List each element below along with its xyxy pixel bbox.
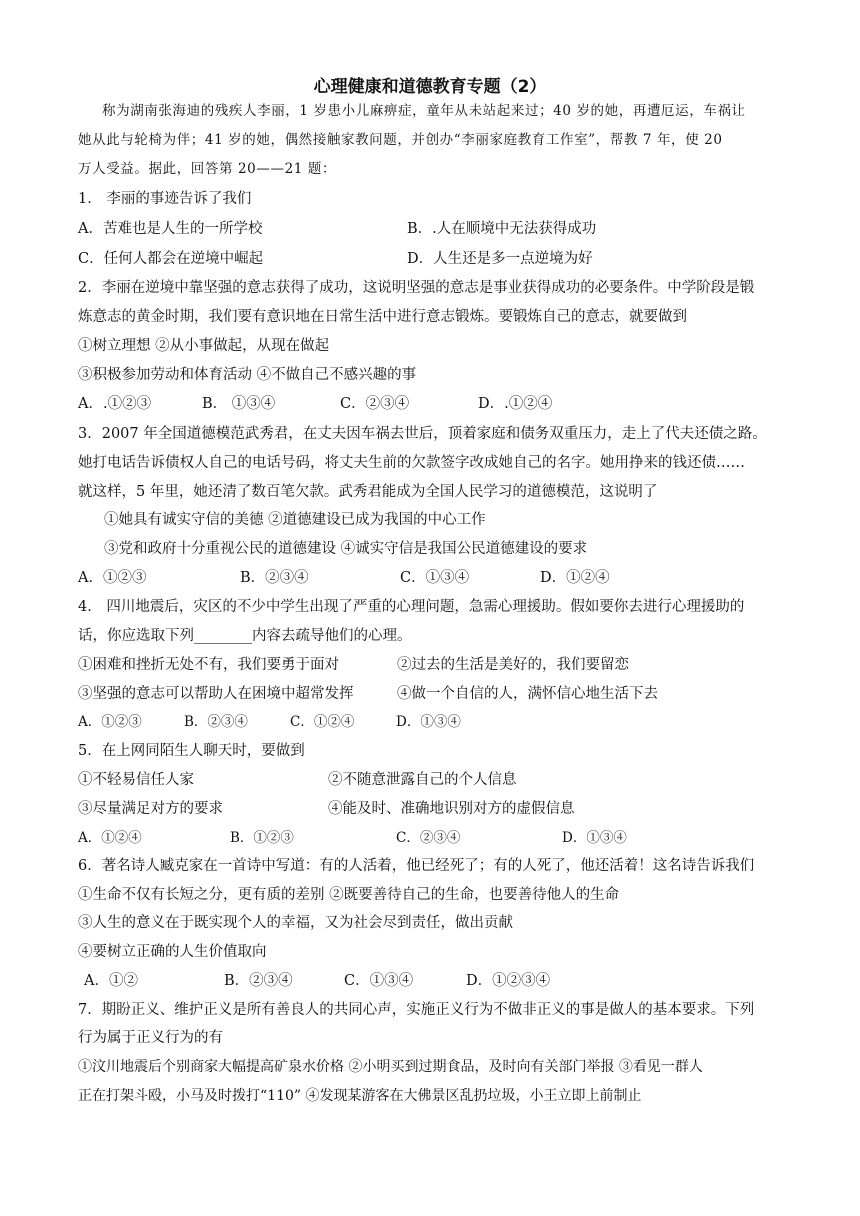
question-stem: 6．著名诗人臧克家在一首诗中写道：有的人活着，他已经死了；有的人死了，他还活着！这名诗告诉我们 (78, 858, 755, 874)
option-d: D．人生还是多一点逆境为好 (407, 251, 593, 267)
option-c: C．①③④ (344, 973, 414, 989)
option-a: A．①② (84, 973, 138, 989)
option-c: C．②③④ (396, 830, 461, 846)
page-title: 心理健康和道德教育专题（2） (313, 77, 547, 97)
statement-list: ④要树立正确的人生价值取向 (78, 944, 267, 960)
question-stem: 炼意志的黄金时期，我们要有意识地在日常生活中进行意志锻炼。要锻炼自己的意志，就要做到 (78, 309, 687, 325)
question-stem: 1． 李丽的事迹告诉了我们 (78, 191, 252, 207)
intro-line: 她从此与轮椅为伴；41 岁的她，偶然接触家教问题，并创办“李丽家庭教育工作室”，帮教 7 年，使 20 (78, 132, 723, 148)
option-b: B．.人在顺境中无法获得成功 (407, 221, 597, 237)
statement-item: ①不轻易信任人家 (78, 772, 194, 788)
statement-list: 正在打架斗殴，小马及时拨打“110” ④发现某游客在大佛景区乱扔垃圾，小王立即上前制止 (78, 1088, 642, 1104)
question-stem: 就这样，5 年里，她还清了数百笔欠款。武秀君能成为全国人民学习的道德模范，这说明了 (78, 484, 658, 500)
option-c: C．任何人都会在逆境中崛起 (78, 251, 264, 267)
option-b: B．①②③ (230, 830, 294, 846)
question-stem: 5．在上网同陌生人聊天时，要做到 (78, 743, 305, 759)
question-stem: 4． 四川地震后，灾区的不少中学生出现了严重的心理问题，急需心理援助。假如要你去进行心理援助的 (78, 599, 745, 615)
option-a: A．.①②③ (78, 396, 152, 412)
statement-item: ②过去的生活是美好的，我们要留恋 (397, 657, 629, 673)
option-b: B．②③④ (240, 570, 309, 586)
statement-item: ③坚强的意志可以帮助人在困境中超常发挥 (78, 686, 354, 702)
option-d: D．①②③④ (466, 973, 551, 989)
option-b: B．②③④ (224, 973, 293, 989)
option-a: A．①②④ (78, 830, 142, 846)
option-d: D．.①②④ (478, 396, 553, 412)
option-c: C．①②④ (290, 714, 355, 730)
option-c: C．②③④ (340, 396, 410, 412)
option-a: A．①②③ (78, 714, 142, 730)
option-b: B．②③④ (184, 714, 248, 730)
statement-item: ④做一个自信的人，满怀信心地生活下去 (397, 686, 658, 702)
statement-item: ④能及时、准确地识别对方的虚假信息 (328, 801, 575, 817)
statement-item: ②不随意泄露自己的个人信息 (328, 772, 517, 788)
question-stem: 7．期盼正义、维护正义是所有善良人的共同心声，实施正义行为不做非正义的事是做人的基本要求。下列 (78, 1002, 755, 1018)
question-stem: 她打电话告诉债权人自己的电话号码，将丈夫生前的欠款签字改成她自己的名字。她用挣来的钱还债…… (78, 455, 745, 471)
statement-list: ③积极参加劳动和体育活动 ④不做自己不感兴趣的事 (78, 367, 417, 383)
option-d: D．①③④ (396, 714, 461, 730)
question-stem: 话，你应选取下列________内容去疏导他们的心理。 (78, 628, 412, 644)
option-a: A．苦难也是人生的一所学校 (78, 221, 263, 237)
option-d: D．①②④ (540, 570, 610, 586)
statement-list: ①她具有诚实守信的美德 ②道德建设已成为我国的中心工作 (104, 512, 486, 528)
option-d: D．①③④ (562, 830, 627, 846)
intro-line: 万人受益。据此，回答第 20——21 题： (78, 161, 337, 177)
statement-list: ①汶川地震后个别商家大幅提高矿泉水价格 ②小明买到过期食品，及时向有关部门举报 ③看见一群人 (78, 1059, 703, 1075)
option-b: B． ①③④ (202, 396, 276, 412)
statement-item: ①困难和挫折无处不有，我们要勇于面对 (78, 657, 339, 673)
question-stem: 3．2007 年全国道德模范武秀君，在丈夫因车祸去世后，顶着家庭和债务双重压力，走上了代夫还债之路。 (78, 426, 767, 442)
question-stem: 2．李丽在逆境中靠坚强的意志获得了成功，这说明坚强的意志是事业获得成功的必要条件。中学阶段是锻 (78, 280, 755, 296)
intro-line: 称为湖南张海迪的残疾人李丽，1 岁患小儿麻痹症，童年从未站起来过；40 岁的她，再遭厄运，车祸让 (102, 103, 746, 119)
option-a: A．①②③ (78, 570, 147, 586)
option-c: C．①③④ (400, 570, 470, 586)
statement-item: ③尽量满足对方的要求 (78, 801, 223, 817)
statement-list: ①树立理想 ②从小事做起，从现在做起 (78, 338, 330, 354)
statement-list: ③人生的意义在于既实现个人的幸福，又为社会尽到责任，做出贡献 (78, 915, 513, 931)
statement-list: ①生命不仅有长短之分，更有质的差别 ②既要善待自己的生命，也要善待他人的生命 (78, 887, 620, 903)
question-stem: 行为属于正义行为的有 (78, 1030, 223, 1046)
statement-list: ③党和政府十分重视公民的道德建设 ④诚实守信是我国公民道德建设的要求 (104, 541, 588, 557)
